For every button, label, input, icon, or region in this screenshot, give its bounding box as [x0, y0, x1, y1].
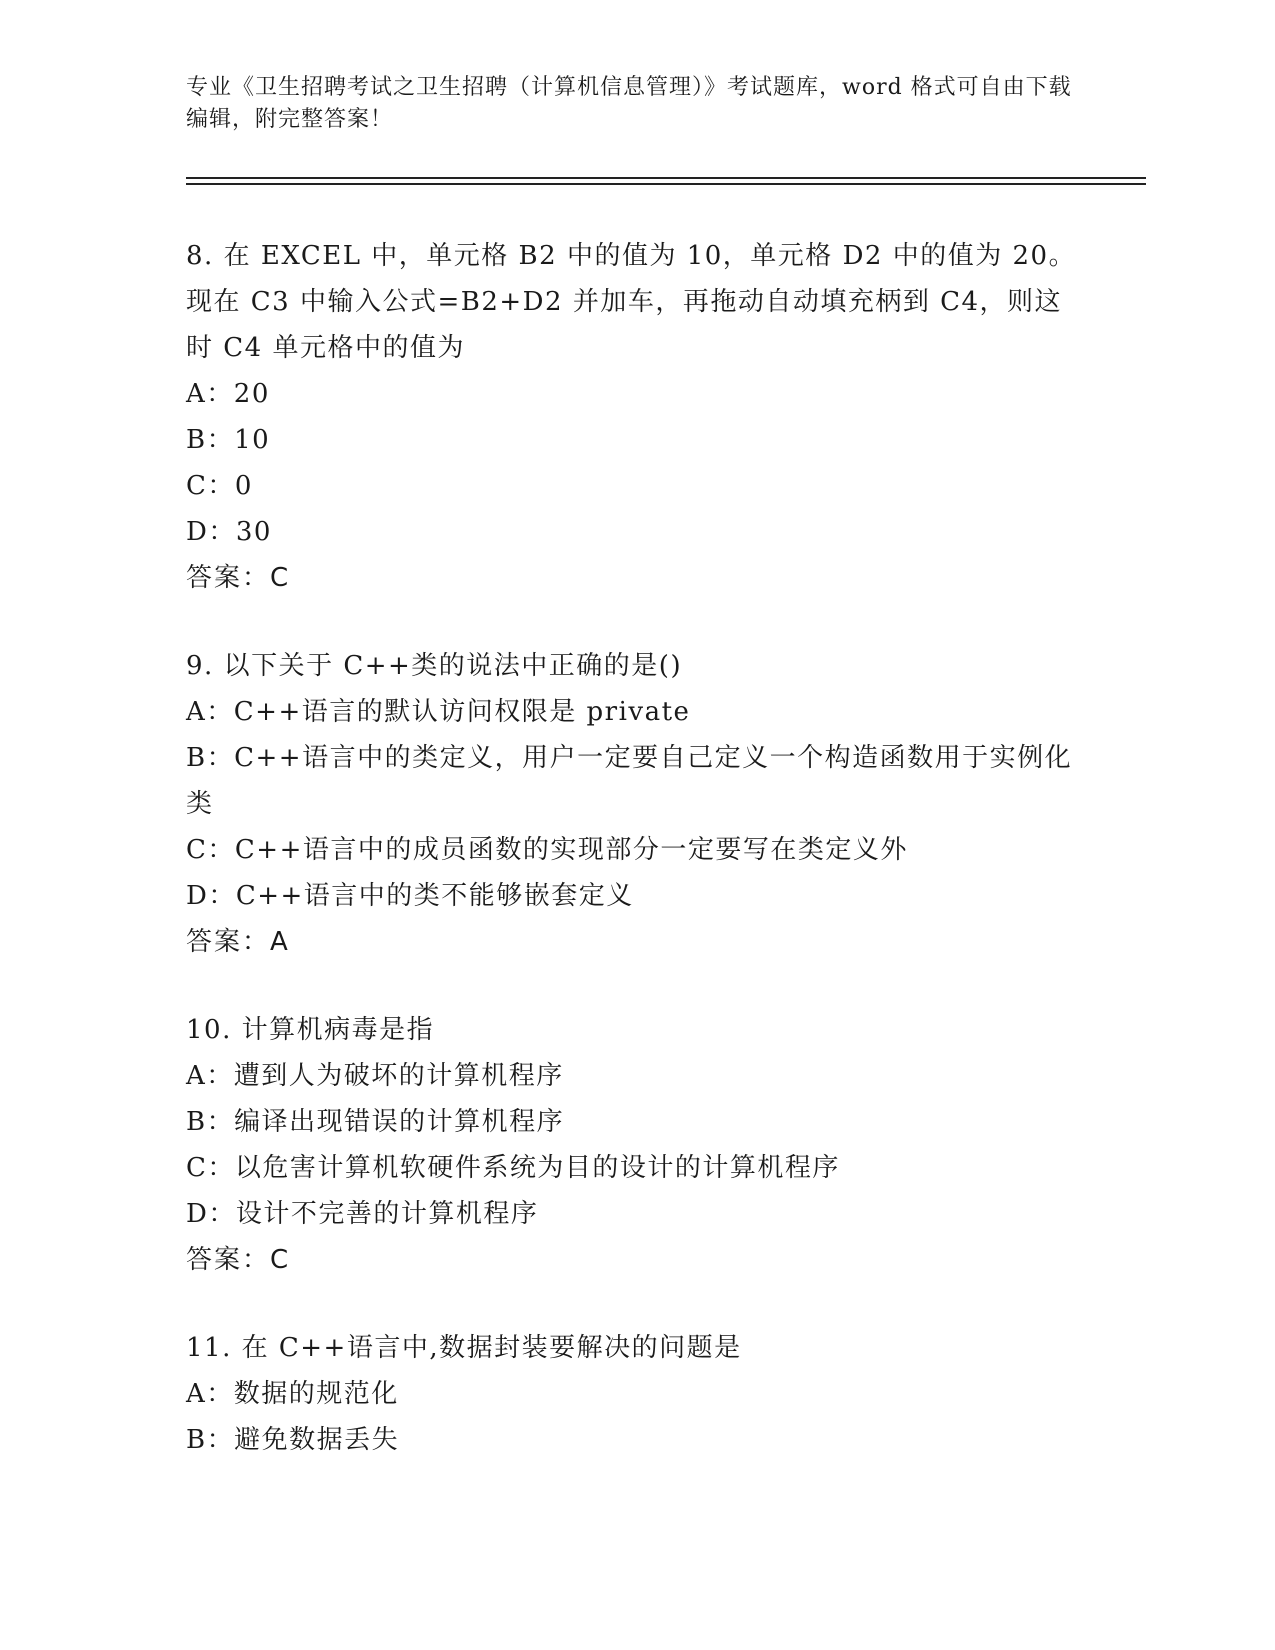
option-a: A：20 — [186, 379, 270, 409]
option-a: A：数据的规范化 — [186, 1379, 399, 1409]
question-10 — [186, 1007, 1086, 1283]
question-stem: 11. 在 C++语言中,数据封装要解决的问题是 — [186, 1333, 742, 1363]
option-b: B：编译出现错误的计算机程序 — [186, 1107, 565, 1137]
option-d: D：设计不完善的计算机程序 — [186, 1199, 539, 1229]
question-stem: 10. 计算机病毒是指 — [186, 1015, 435, 1045]
question-9 — [186, 643, 1086, 965]
answer-line: 答案：A — [186, 927, 290, 957]
answer-line: 答案：C — [186, 563, 291, 593]
option-a: A：C++语言的默认访问权限是 private — [186, 697, 691, 727]
question-8 — [186, 233, 1086, 601]
answer-line: 答案：C — [186, 1245, 291, 1275]
question-11 — [186, 1325, 1086, 1463]
option-a: A：遭到人为破坏的计算机程序 — [186, 1061, 564, 1091]
question-list — [186, 233, 1086, 1505]
option-d: D：30 — [186, 517, 272, 547]
question-stem: 8. 在 EXCEL 中，单元格 B2 中的值为 10，单元格 D2 中的值为 20。现在 C3 中输入公式=B2+D2 并加车，再拖动自动填充柄到 C4，则这时 C4 单元格中的值为 — [186, 241, 1077, 363]
document-header: 专业《卫生招聘考试之卫生招聘（计算机信息管理）》考试题库，word 格式可自由下载编辑，附完整答案！ — [186, 75, 1072, 132]
question-stem: 9. 以下关于 C++类的说法中正确的是() — [186, 651, 683, 681]
option-c: C：C++语言中的成员函数的实现部分一定要写在类定义外 — [186, 835, 908, 865]
header-rule-bottom — [186, 183, 1146, 185]
option-c: C：以危害计算机软硬件系统为目的设计的计算机程序 — [186, 1153, 840, 1183]
option-b: B：C++语言中的类定义，用户一定要自己定义一个构造函数用于实例化类 — [186, 743, 1073, 819]
option-b: B：10 — [186, 425, 271, 455]
option-c: C：0 — [186, 471, 253, 501]
option-d: D：C++语言中的类不能够嵌套定义 — [186, 881, 634, 911]
option-b: B：避免数据丢失 — [186, 1425, 400, 1455]
header-rule-top — [186, 177, 1146, 179]
